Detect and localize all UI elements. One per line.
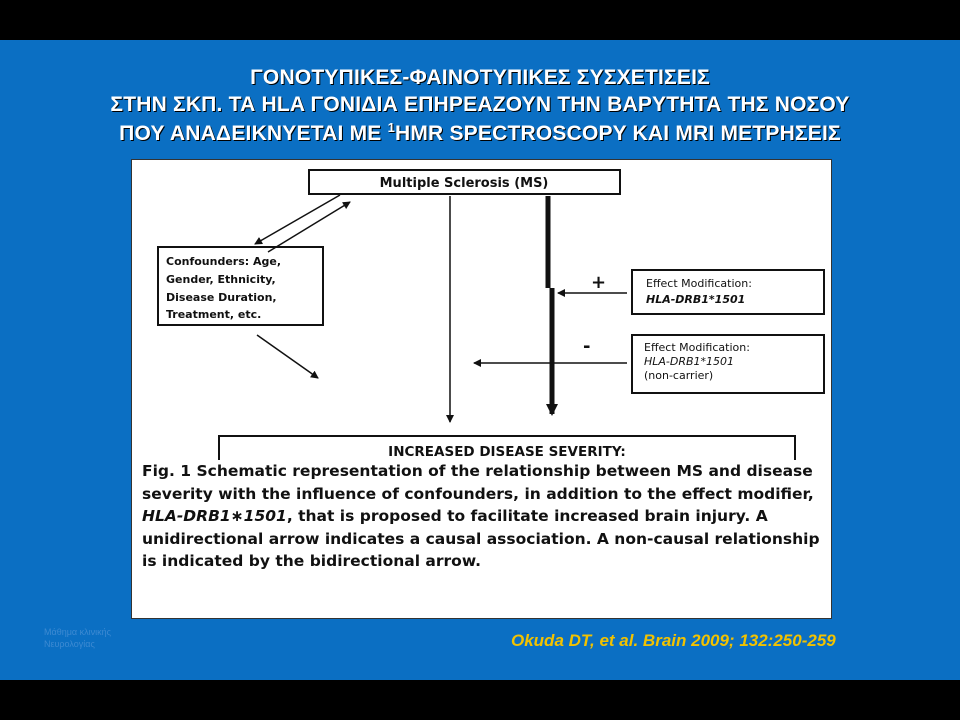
faint-watermark: Μάθημα κλινικής Νευρολογίας bbox=[44, 627, 111, 649]
confounders-text bbox=[166, 255, 285, 321]
arrow-confounders-to-ms bbox=[268, 202, 350, 252]
caption-text-1: Schematic representation of the relationship between MS and disease severity with the influence of confounders, in addition to the effect modifier, bbox=[142, 462, 814, 503]
title-line-3-part-1: ΠΟΥ ΑΝΑΔΕΙΚΝΥΕΤΑΙ ΜΕ bbox=[119, 122, 388, 145]
arrow-ms-to-confounders bbox=[255, 195, 340, 244]
title-line-2: ΣΤΗΝ ΣΚΠ. ΤΑ HLA ΓΟΝΙΔΙΑ ΕΠΗΡΕΑΖΟΥΝ ΤΗΝ ΒΑΡΥΤΗΤΑ ΤΗΣ ΝΟΣΟΥ bbox=[110, 93, 850, 116]
slide bbox=[0, 40, 960, 680]
figure-label: Fig. 1 bbox=[142, 462, 192, 480]
caption-gene-name: HLA-DRB1∗1501 bbox=[142, 507, 287, 525]
arrow-confounders-to-severity bbox=[257, 335, 318, 378]
title-line-3-part-2: HMR SPECTROSCOPY KAI MRI ΜΕΤΡΗΣΕΙΣ bbox=[395, 122, 841, 145]
effect-mod-1-line-1: Effect Modification: bbox=[646, 277, 752, 290]
title-superscript: 1 bbox=[387, 120, 395, 135]
confounders-line-3: Disease Duration, bbox=[166, 291, 277, 304]
effect-mod-2-line-1: Effect Modification: bbox=[644, 341, 750, 354]
ms-diagram bbox=[132, 160, 831, 460]
confounders-line-4: Treatment, etc. bbox=[166, 308, 262, 321]
scanned-figure bbox=[131, 159, 832, 619]
citation: Okuda DT, et al. Brain 2009; 132:250-259 bbox=[511, 631, 836, 650]
plus-sign: + bbox=[591, 272, 607, 293]
effect-mod-2-line-2: HLA-DRB1*1501 bbox=[644, 355, 735, 368]
caption-text-2: , that is proposed to facilitate increased brain injury. A unidirectional arrow indicates a causal association. A non-causal relationship is indicated by the bidirectional arrow. bbox=[142, 507, 820, 570]
severity-title: INCREASED DISEASE SEVERITY: bbox=[388, 444, 626, 460]
effect-mod-2-text bbox=[644, 341, 753, 382]
minus-sign: - bbox=[583, 336, 591, 357]
confounders-line-1: Confounders: Age, bbox=[166, 255, 282, 268]
confounders-line-2: Gender, Ethnicity, bbox=[166, 273, 276, 286]
effect-mod-2-line-3: (non-carrier) bbox=[644, 369, 714, 382]
effect-mod-1-text bbox=[646, 277, 755, 306]
title-line-1: ΓΟΝΟΤΥΠΙΚΕΣ-ΦΑΙΝΟΤΥΠΙΚΕΣ ΣΥΣΧΕΤΙΣΕΙΣ bbox=[250, 66, 710, 89]
title-line-3 bbox=[0, 120, 960, 146]
figure-caption bbox=[142, 460, 822, 573]
ms-box-label: Multiple Sclerosis (MS) bbox=[379, 176, 549, 191]
effect-mod-1-line-2: HLA-DRB1*1501 bbox=[646, 293, 746, 306]
